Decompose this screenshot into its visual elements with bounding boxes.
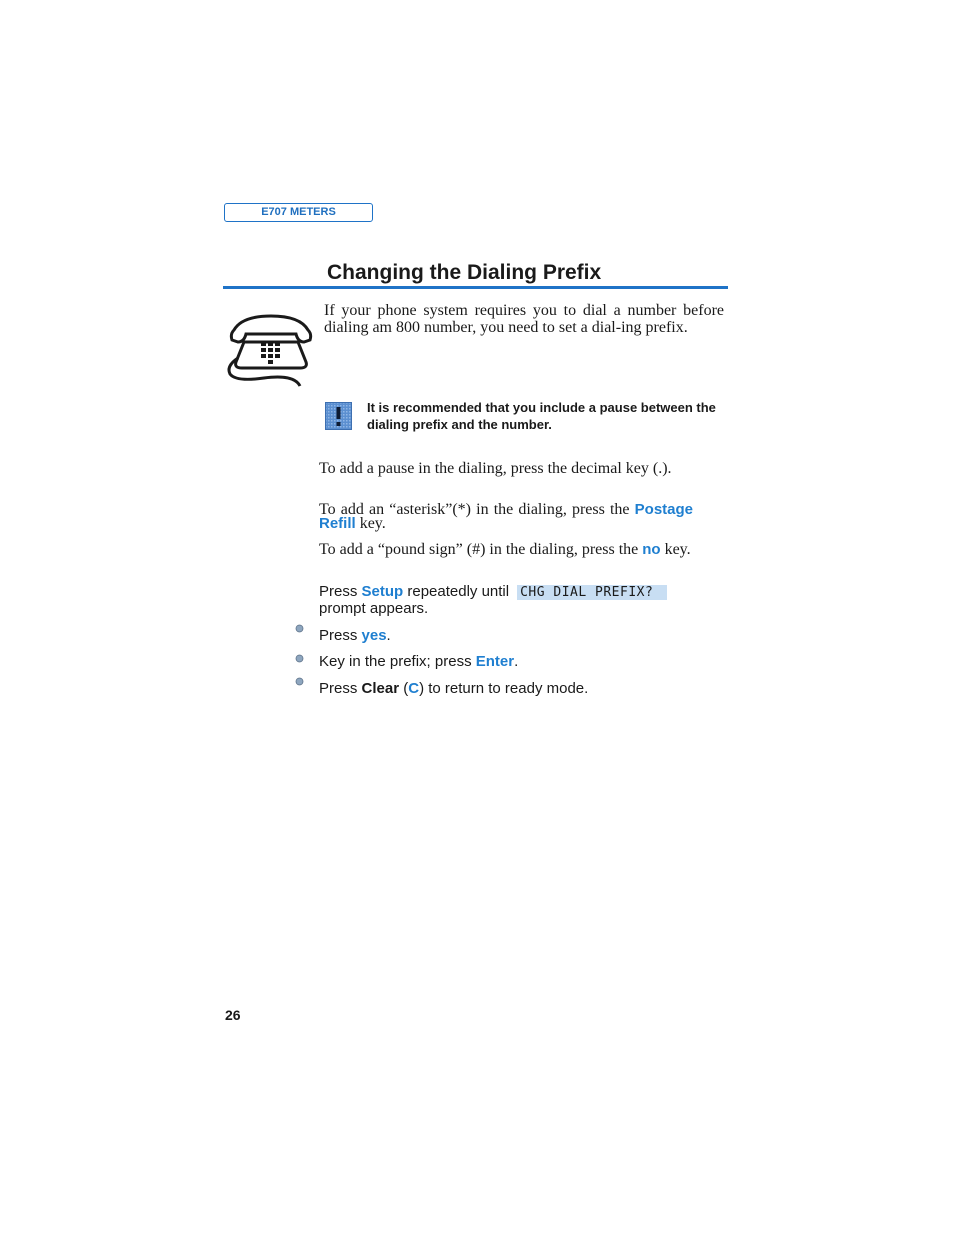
clear-key-label: Clear — [361, 680, 400, 697]
press-setup-line — [319, 583, 667, 600]
note-text: It is recommended that you include a pause between the dialing prefix and the number. — [367, 400, 716, 432]
step-key-prefix — [319, 653, 518, 670]
postage-refill-key: Postage Refill — [319, 501, 694, 532]
no-key: no — [642, 541, 661, 558]
step-press-clear — [319, 680, 588, 697]
tip-pound-text: To add a “pound sign” (#) in the dialing, press the — [319, 541, 639, 558]
intro-text: If your phone system requires you to dial a number before dialing am 800 number, you need to set a dial-ing prefix. — [324, 302, 724, 336]
tip-pound-suffix: key. — [660, 541, 691, 558]
title-rule — [223, 286, 728, 289]
page-title: Changing the Dialing Prefix — [327, 261, 602, 284]
lcd-prompt: CHG DIAL PREFIX? — [517, 585, 667, 600]
step-3-text: Press — [319, 680, 362, 697]
tip-asterisk — [319, 503, 693, 531]
bullet-icon — [295, 677, 304, 686]
section-tab: E707 METERS — [224, 203, 373, 222]
page-number: 26 — [225, 1007, 241, 1023]
exclamation-icon — [325, 402, 352, 430]
step-1-suffix: . — [386, 627, 391, 644]
tip-asterisk-text: To add an “asterisk”(*) in the dialing, press the — [319, 501, 630, 518]
c-key: C — [408, 680, 420, 697]
press-setup-middle: repeatedly until — [403, 583, 510, 600]
bullet-icon — [295, 624, 304, 633]
setup-key: Setup — [361, 583, 404, 600]
telephone-icon — [224, 308, 316, 388]
tip-asterisk-suffix: key. — [355, 515, 386, 532]
step-1-text: Press — [319, 627, 362, 644]
step-press-yes — [319, 627, 391, 644]
step-2-text: Key in the prefix; press — [319, 653, 476, 670]
step-3-suffix: ) to return to ready mode. — [419, 680, 589, 697]
step-3-open: ( — [399, 680, 409, 697]
yes-key: yes — [361, 627, 387, 644]
press-setup-prefix: Press — [319, 583, 362, 600]
enter-key: Enter — [475, 653, 515, 670]
prompt-appears-line: prompt appears. — [319, 600, 429, 617]
step-2-suffix: . — [514, 653, 519, 670]
bullet-icon — [295, 654, 304, 663]
tip-pause: To add a pause in the dialing, press the decimal key (.). — [319, 460, 672, 477]
tip-pound — [319, 543, 693, 557]
